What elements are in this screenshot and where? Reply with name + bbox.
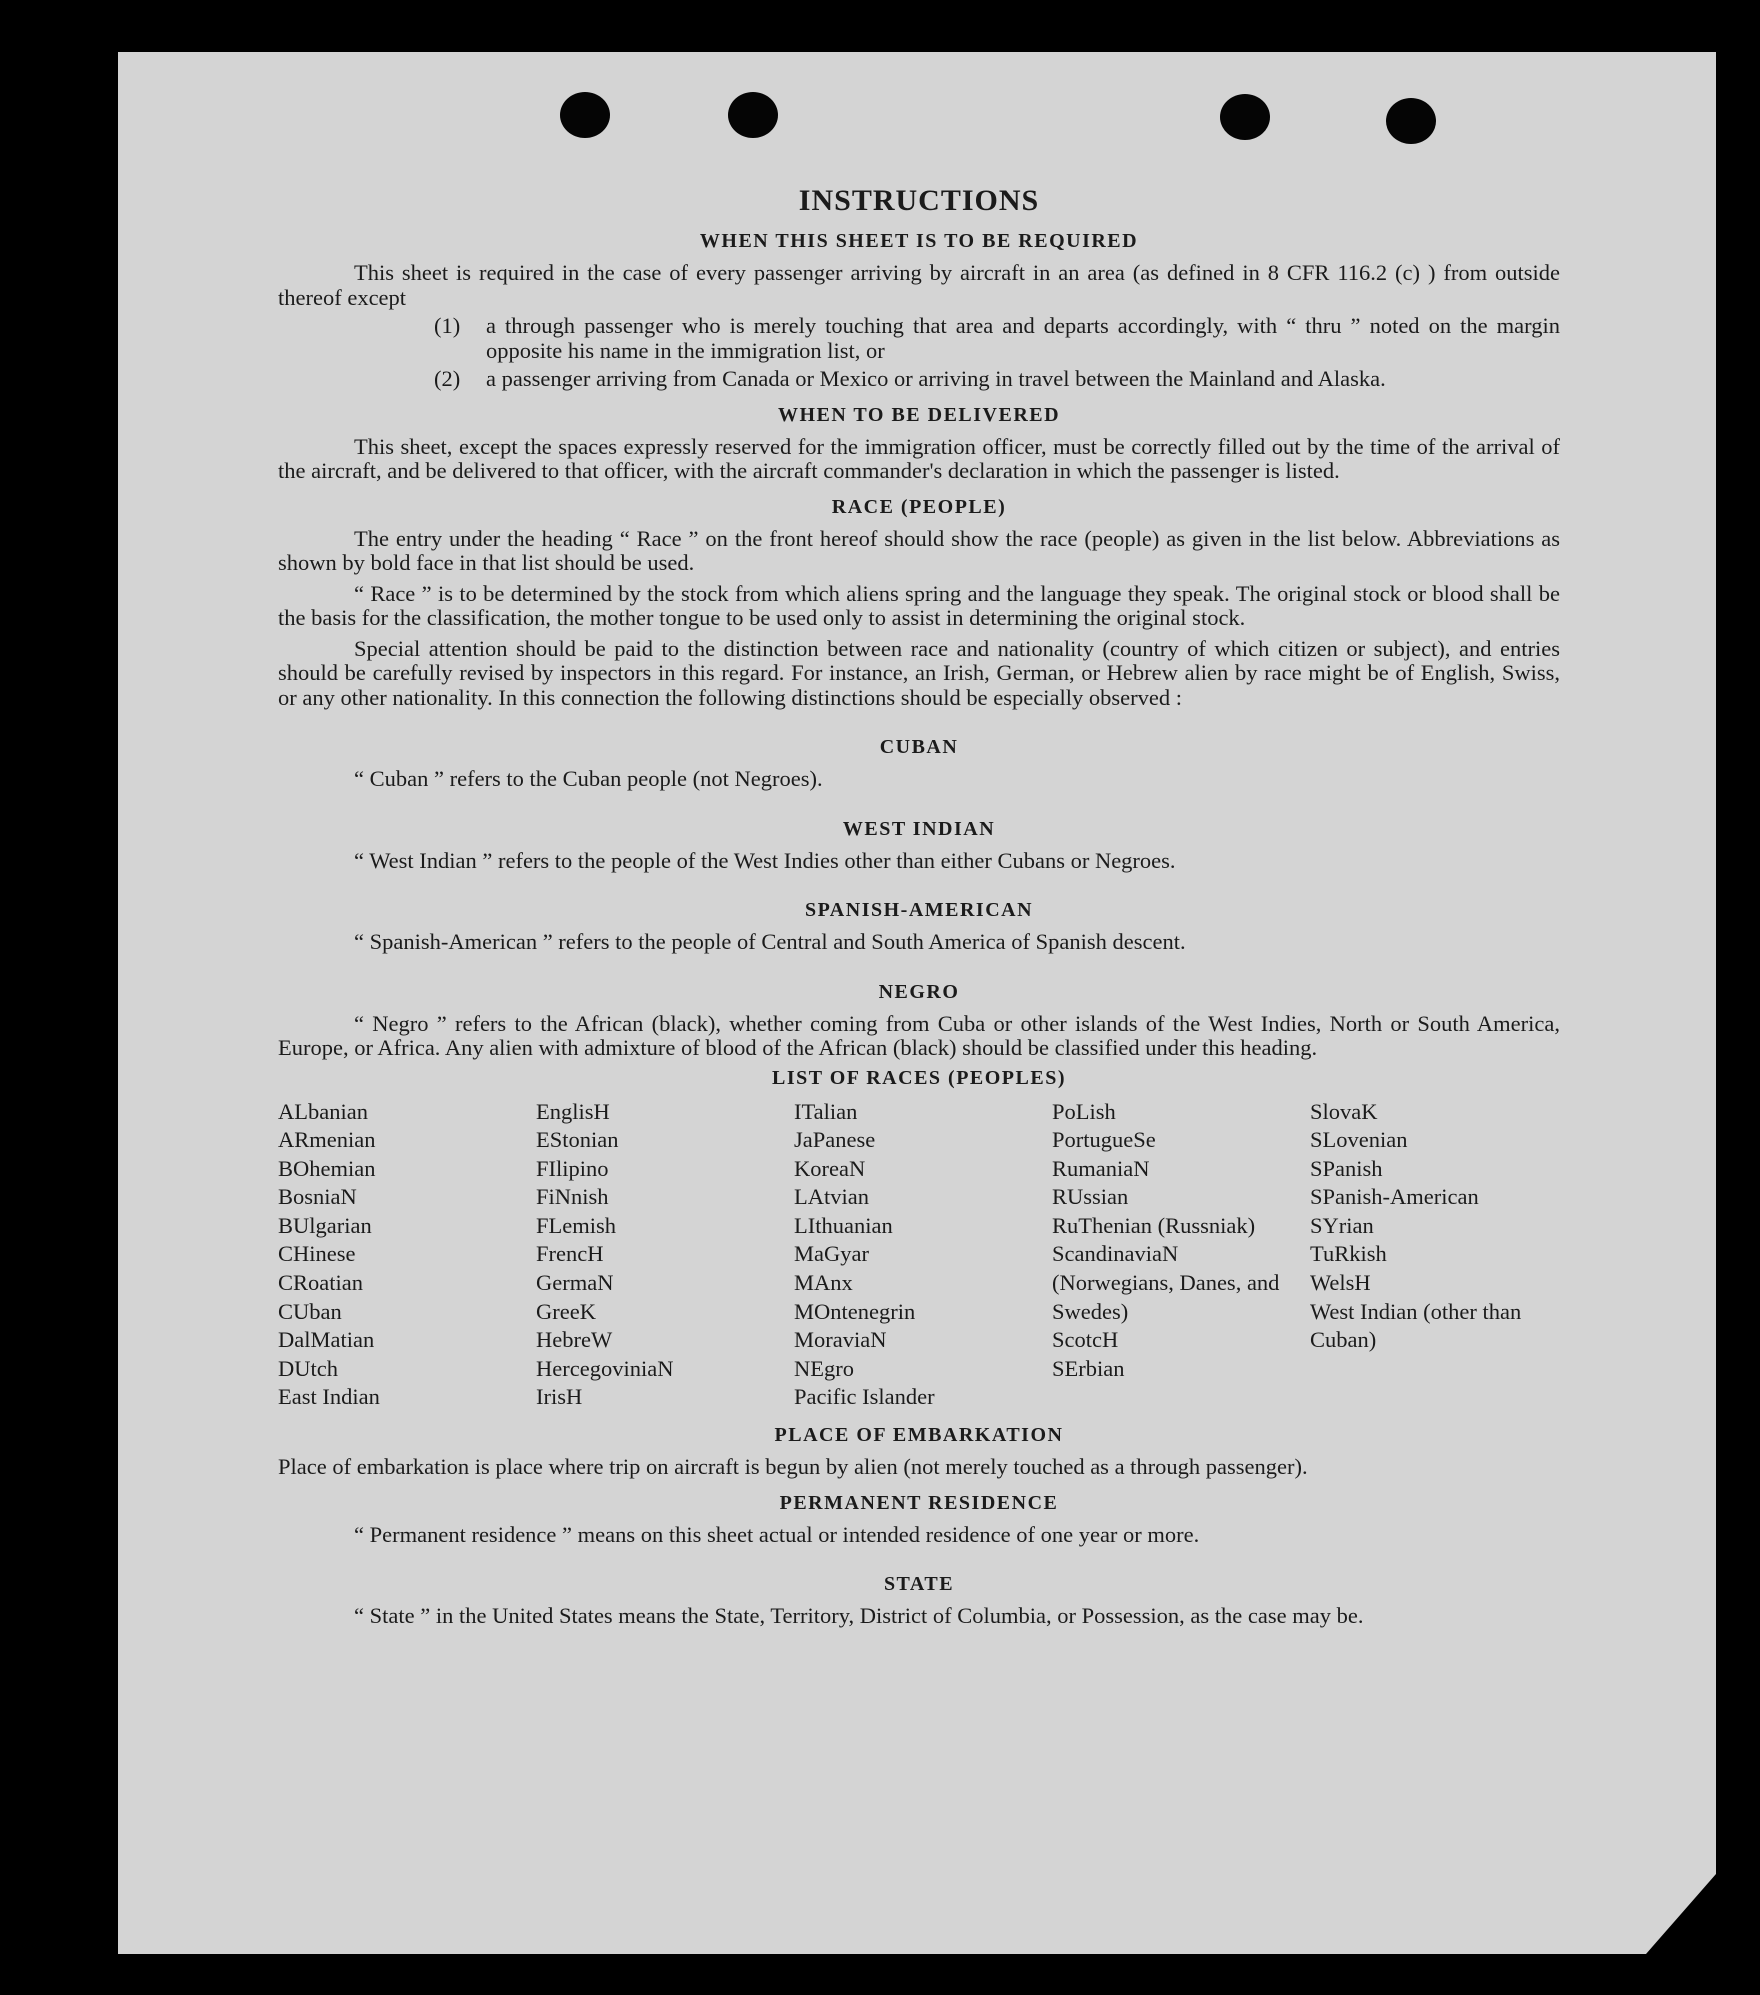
race-item: HercegoviniaN — [536, 1355, 674, 1381]
race-item: GermaN — [536, 1270, 614, 1296]
exception-item: (1) a through passenger who is merely touching that area and departs accordingly, with “ thru ” noted on the margin opposite his name in the immigration list, or — [434, 313, 1560, 363]
race-item: IrisH — [536, 1384, 583, 1410]
race-item: MaGyar — [794, 1241, 869, 1267]
race-column — [536, 1098, 786, 1413]
required-intro: This sheet is required in the case of every passenger arriving by aircraft in an area (as defined in 8 CFR 116.2 (c) ) from outside thereof except — [278, 260, 1560, 310]
section-heading: STATE — [883, 1573, 955, 1596]
section-heading: PLACE OF EMBARKATION — [774, 1424, 1064, 1447]
negro-text: “ Negro ” refers to the African (black), whether coming from Cuba or other islands of the West Indies, North or South America, Europe, or Africa. Any alien with admixture of blood of the African (black) should be classified under this heading. — [278, 1010, 1560, 1060]
race-column — [1310, 1098, 1560, 1413]
race-item: RumaniaN — [1052, 1155, 1150, 1181]
race-item: MoraviaN — [794, 1327, 887, 1353]
section-heading: RACE (PEOPLE) — [831, 495, 1007, 518]
race-item: SPanish-American — [1310, 1184, 1479, 1210]
race-item: ScotcH — [1052, 1327, 1119, 1353]
race-paragraph: “ Race ” is to be determined by the stock from which aliens spring and the language they speak. The original stock or blood shall be the basis for the classification, the mother tongue to be used only to assist in determining the original stock. — [278, 580, 1560, 630]
race-item: SLovenian — [1310, 1127, 1408, 1153]
race-item: BosniaN — [278, 1184, 357, 1210]
race-item: HebreW — [536, 1327, 613, 1353]
race-item: RuThenian (Russniak) — [1052, 1212, 1256, 1238]
race-item: FiNnish — [536, 1184, 609, 1210]
race-item: PoLish — [1052, 1098, 1116, 1124]
race-item: SErbian — [1052, 1355, 1125, 1381]
race-item: JaPanese — [794, 1127, 876, 1153]
race-item: LAtvian — [794, 1184, 869, 1210]
spanish-american-text: “ Spanish-American ” refers to the people of Central and South America of Spanish descent. — [354, 929, 1186, 954]
section-heading: CUBAN — [879, 736, 959, 758]
race-item: SYrian — [1310, 1212, 1374, 1238]
race-item: ITalian — [794, 1098, 858, 1124]
race-item: MAnx — [794, 1270, 853, 1296]
race-column — [278, 1098, 528, 1413]
section-heading: PERMANENT RESIDENCE — [779, 1491, 1059, 1514]
section-heading: WHEN TO BE DELIVERED — [777, 403, 1061, 426]
race-item: Pacific Islander — [794, 1384, 935, 1410]
race-item: East Indian — [278, 1384, 380, 1410]
residence-text: “ Permanent residence ” means on this sheet actual or intended residence of one year or more. — [354, 1521, 1200, 1547]
race-item: West Indian (other than Cuban) — [1310, 1298, 1522, 1353]
section-heading: NEGRO — [878, 980, 960, 1003]
race-column — [794, 1098, 1044, 1413]
race-item: GreeK — [536, 1298, 596, 1324]
embarkation-text: Place of embarkation is place where trip on aircraft is begun by alien (not merely touched as a through passenger). — [278, 1454, 1308, 1480]
section-heading: WEST INDIAN — [842, 817, 996, 840]
race-item: FrencH — [536, 1241, 604, 1267]
race-item: DUtch — [278, 1355, 338, 1381]
race-paragraph: Special attention should be paid to the distinction between race and nationality (country of which citizen or subject), and entries should be carefully revised by inspectors in this regard. For instance, an Irish, German, or Hebrew alien by race might be of English, Swiss, or any other nationality. In this connection the following distinctions should be especially observed : — [278, 635, 1560, 710]
race-item: CUban — [278, 1298, 342, 1324]
race-item: FIlipino — [536, 1155, 609, 1181]
punch-hole — [728, 92, 778, 138]
section-heading: SPANISH-AMERICAN — [804, 899, 1034, 921]
race-item: BOhemian — [278, 1155, 376, 1181]
punch-hole — [560, 92, 610, 138]
cuban-text: “ Cuban ” refers to the Cuban people (not Negroes). — [354, 766, 823, 791]
race-item: PortugueSe — [1052, 1127, 1156, 1153]
race-item: NEgro — [794, 1355, 854, 1381]
race-item: SlovaK — [1310, 1098, 1378, 1124]
race-item: BUlgarian — [278, 1212, 372, 1238]
race-column — [1052, 1098, 1302, 1413]
race-list — [278, 1098, 1560, 1413]
instructions-body — [278, 184, 1560, 1629]
exception-item: (2) a passenger arriving from Canada or Mexico or arriving in travel between the Mainland and Alaska. — [434, 366, 1386, 391]
document-page — [118, 52, 1716, 1954]
race-item: FLemish — [536, 1212, 617, 1238]
race-item: DalMatian — [278, 1327, 375, 1353]
delivered-text: This sheet, except the spaces expressly reserved for the immigration officer, must be correctly filled out by the time of the arrival of the aircraft, and be delivered to that officer, with the aircraft commander's declaration in which the passenger is listed. — [278, 433, 1560, 483]
state-text: “ State ” in the United States means the State, Territory, District of Columbia, or Possession, as the case may be. — [354, 1603, 1364, 1629]
west-indian-text: “ West Indian ” refers to the people of the West Indies other than either Cubans or Negroes. — [354, 847, 1176, 873]
race-item: CHinese — [278, 1241, 356, 1267]
race-item: ALbanian — [278, 1098, 368, 1124]
folded-corner — [1646, 1874, 1716, 1954]
race-item: EnglisH — [536, 1098, 610, 1124]
race-item: RUssian — [1052, 1184, 1129, 1210]
section-heading: WHEN THIS SHEET IS TO BE REQUIRED — [699, 230, 1139, 252]
race-item: KoreaN — [794, 1155, 866, 1181]
page-title: INSTRUCTIONS — [798, 184, 1040, 217]
punch-hole — [1386, 98, 1436, 144]
race-paragraph: The entry under the heading “ Race ” on the front hereof should show the race (people) as given in the list below. Abbreviations as shown by bold face in that list should be used. — [278, 525, 1560, 575]
race-item: ScandinaviaN (Norwegians, Danes, and Swedes) — [1052, 1241, 1280, 1324]
race-item: ARmenian — [278, 1127, 376, 1153]
race-item: TuRkish — [1310, 1241, 1387, 1267]
race-item: MOntenegrin — [794, 1298, 916, 1324]
section-heading: LIST OF RACES (PEOPLES) — [771, 1066, 1066, 1089]
race-item: SPanish — [1310, 1155, 1383, 1181]
race-item: WelsH — [1310, 1270, 1371, 1296]
race-item: EStonian — [536, 1127, 619, 1153]
punch-hole — [1220, 94, 1270, 140]
race-item: CRoatian — [278, 1270, 363, 1296]
race-item: LIthuanian — [794, 1212, 893, 1238]
